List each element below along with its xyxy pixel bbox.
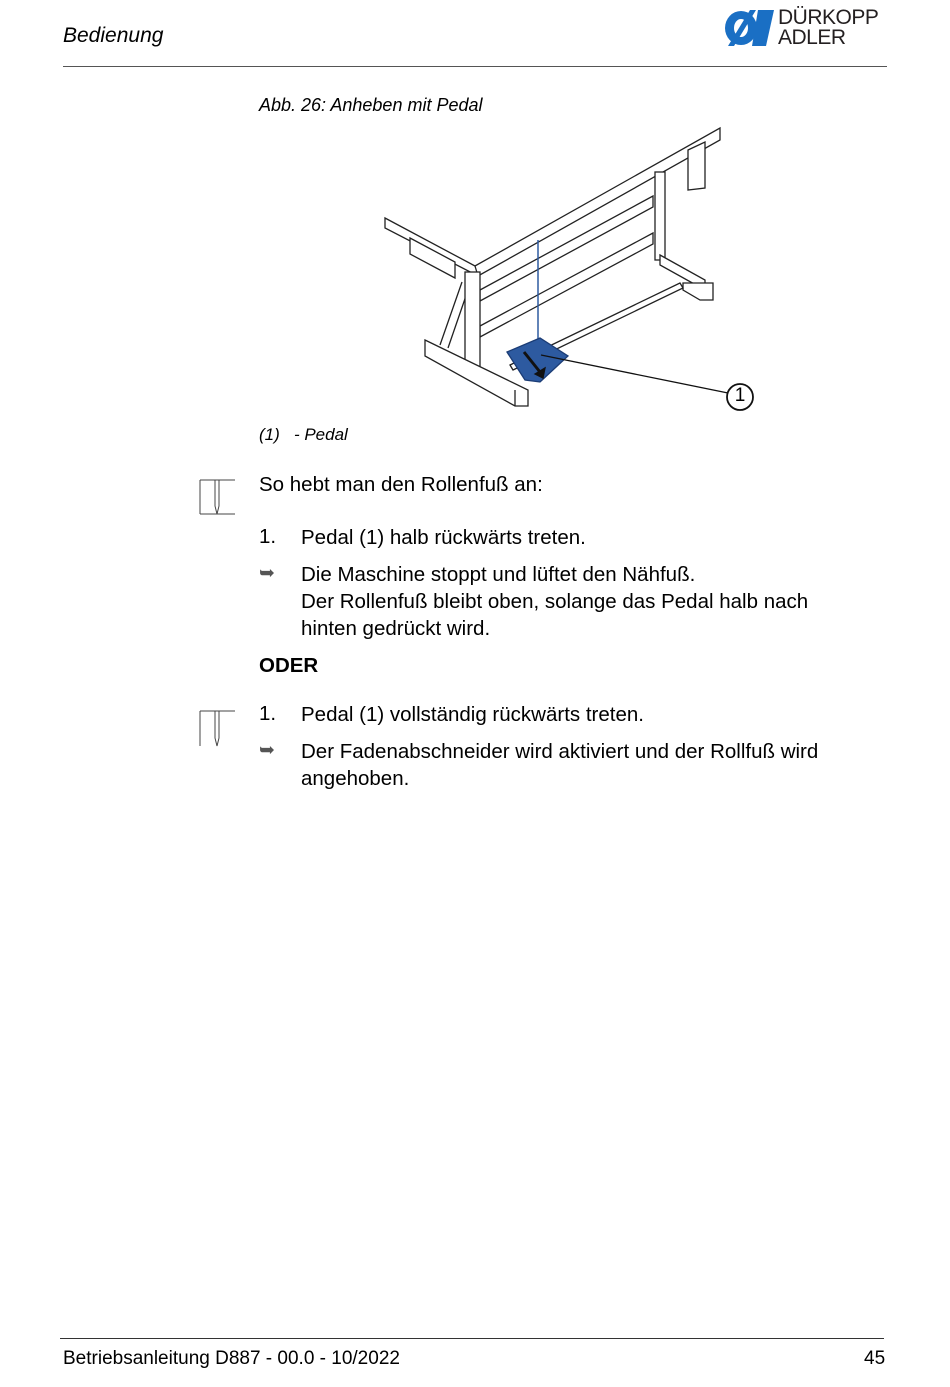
callout-number: 1 [734, 385, 746, 406]
pedal-figure [370, 120, 770, 420]
step-number: 1. [259, 525, 277, 548]
page-number: 45 [864, 1348, 886, 1369]
logo-mark-icon [722, 6, 776, 50]
legend-number: (1) [259, 425, 280, 444]
result-arrow-icon: ➥ [259, 740, 275, 761]
intro-text: So hebt man den Rollenfuß an: [259, 473, 543, 496]
section-title: Bedienung [63, 24, 164, 47]
header-divider [63, 66, 887, 67]
logo-line2: ADLER [778, 26, 846, 49]
legend-text: - Pedal [293, 425, 348, 444]
result-line: Der Rollenfuß bleibt oben, solange das Pedal halb nach [301, 590, 809, 613]
figure-legend [259, 425, 348, 445]
figure-caption: Abb. 26: Anheben mit Pedal [259, 95, 483, 115]
logo-line1: DÜRKOPP [778, 6, 879, 29]
duerkopp-adler-logo [722, 6, 892, 52]
result-arrow-icon: ➥ [259, 563, 275, 584]
result-line: Der Fadenabschneider wird aktiviert und der Rollfuß wird [301, 740, 819, 763]
result-line: hinten gedrückt wird. [301, 617, 491, 640]
step-text: Pedal (1) vollständig rückwärts treten. [301, 703, 644, 726]
sewing-needle-icon [198, 708, 238, 748]
or-label: ODER [259, 654, 319, 677]
step-number: 1. [259, 702, 277, 725]
document-info: Betriebsanleitung D887 - 00.0 - 10/2022 [63, 1348, 400, 1369]
result-line: Die Maschine stoppt und lüftet den Nähfuß. [301, 563, 696, 586]
result-line: angehoben. [301, 767, 410, 790]
step-text: Pedal (1) halb rückwärts treten. [301, 526, 586, 549]
footer-divider [60, 1338, 884, 1339]
sewing-needle-icon [198, 478, 238, 516]
